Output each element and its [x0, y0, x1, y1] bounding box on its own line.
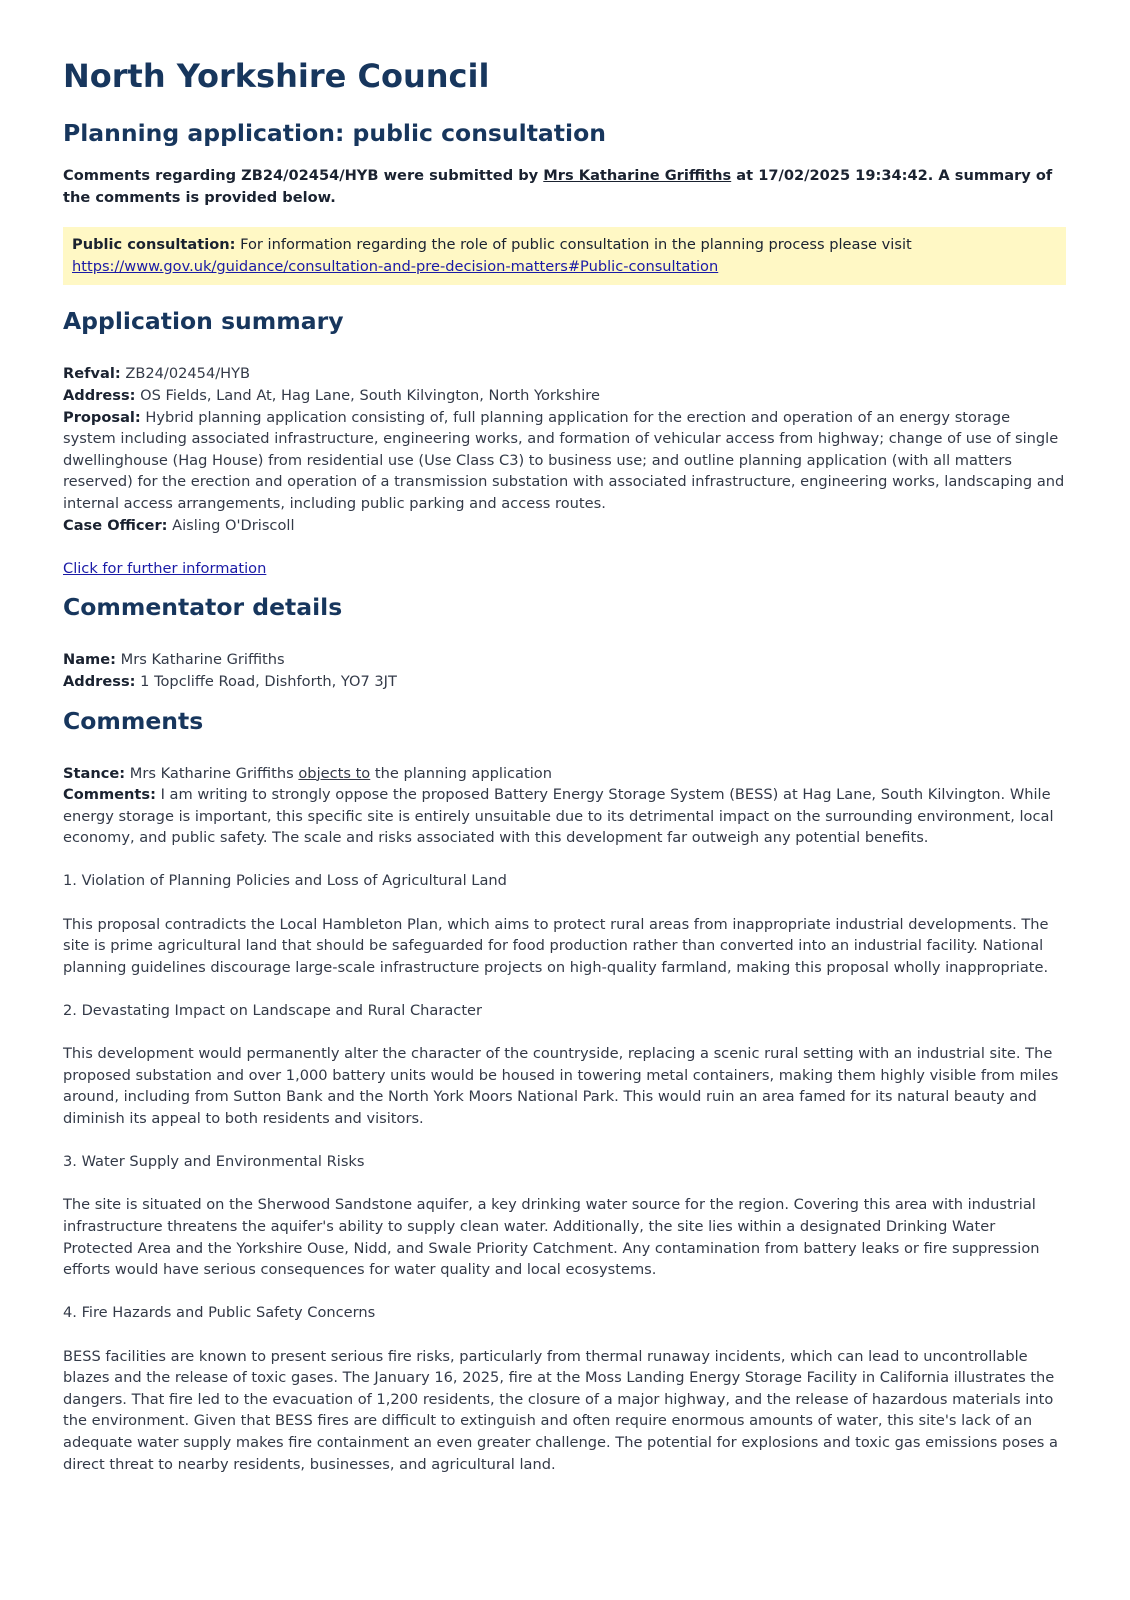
- commentator-address-label: Address:: [63, 672, 136, 690]
- commentator-details-heading: Commentator details: [63, 593, 343, 622]
- refval-label: Refval:: [63, 365, 121, 383]
- address-label: Address:: [63, 386, 136, 404]
- consultation-guidance-link[interactable]: https://www.gov.uk/guidance/consultation-and-pre-decision-matters#Public-consultation: [72, 257, 719, 275]
- point-4-text: BESS facilities are known to present serious fire risks, particularly from thermal runaway incidents, which can lead to uncontrollable blazes and the release of toxic gases. The January 16, 2025, fire at the Moss Landing Energy Storage Facility in California illustrates the dangers. That fire led to the evacuation of 1,200 residents, the closure of a major highway, and the release of hazardous materials into the environment. Given that BESS fires are difficult to extinguish and often require enormous amounts of water, this site's lack of an adequate water supply makes fire containment an even greater challenge. The potential for explosions and toxic gas emissions poses a direct threat to nearby residents, businesses, and agricultural land.: [63, 1347, 1058, 1473]
- refval-row: [63, 363, 1066, 385]
- point-4-title: 4. Fire Hazards and Public Safety Concerns: [63, 1304, 376, 1322]
- point-2-title: 2. Devastating Impact on Landscape and Rural Character: [63, 1002, 483, 1020]
- point-2-text: This development would permanently alter the character of the countryside, replacing a scenic rural setting with an industrial site. The proposed substation and over 1,000 battery units would be housed in towering metal containers, making them highly visible from miles around, including from Sutton Bank and the North York Moors National Park. This would ruin an area famed for its natural beauty and diminish its appeal to both residents and visitors.: [63, 1045, 1059, 1127]
- address-row: [63, 385, 1066, 407]
- page-subtitle: Planning application: public consultation: [63, 119, 606, 147]
- stance-suffix: the planning application: [370, 764, 552, 782]
- case-officer-label: Case Officer:: [63, 516, 168, 534]
- stance-prefix: Mrs Katharine Griffiths: [125, 764, 299, 782]
- address-value: OS Fields, Land At, Hag Lane, South Kilvington, North Yorkshire: [135, 386, 600, 404]
- application-summary: [63, 363, 1066, 579]
- point-1-title: 1. Violation of Planning Policies and Loss of Agricultural Land: [63, 872, 507, 890]
- public-consultation-notice: [63, 227, 1066, 285]
- commentator-name-value: Mrs Katharine Griffiths: [116, 651, 285, 669]
- case-officer-row: [63, 515, 1066, 537]
- comments-heading: Comments: [63, 706, 204, 735]
- point-3-text: The site is situated on the Sherwood Sandstone aquifer, a key drinking water source for the region. Covering this area with industrial infrastructure threatens the aquifer's ability to supply clean water. Additionally, the site lies within a designated Drinking Water Protected Area and the Yorkshire Ouse, Nidd, and Swale Priority Catchment. Any contamination from battery leaks or fire suppression efforts would have serious consequences for water quality and local ecosystems.: [63, 1196, 1040, 1279]
- commentator-name-label: Name:: [63, 651, 117, 669]
- submission-intro: [63, 165, 1066, 208]
- commentator-name-link[interactable]: Mrs Katharine Griffiths: [543, 167, 732, 184]
- stance-label: Stance:: [63, 764, 126, 782]
- comments-opening: [63, 784, 1066, 849]
- proposal-row: [63, 407, 1066, 515]
- notice-label: Public consultation:: [72, 236, 236, 254]
- commentator-address-value: 1 Topcliffe Road, Dishforth, YO7 3JT: [135, 672, 397, 690]
- point-1-text: This proposal contradicts the Local Hambleton Plan, which aims to protect rural areas from inappropriate industrial developments. The site is prime agricultural land that should be safeguarded for food production rather than converted into an industrial facility. National planning guidelines discourage large-scale infrastructure projects on high-quality farmland, making this proposal wholly inappropriate.: [63, 915, 1049, 976]
- proposal-label: Proposal:: [63, 408, 141, 426]
- intro-prefix: Comments regarding ZB24/02454/HYB were submitted by: [63, 167, 544, 184]
- council-title: North Yorkshire Council: [63, 57, 490, 95]
- case-officer-value: Aisling O'Driscoll: [167, 516, 295, 534]
- stance-value: objects to: [298, 764, 371, 782]
- commentator-address-row: [63, 671, 1066, 693]
- proposal-value: Hybrid planning application consisting of, full planning application for the erection and operation of an energy storage system including associated infrastructure, engineering works, and formation of vehicular access from highway; change of use of single dwellinghouse (Hag House) from residential use (Use Class C3) to business use; and outline planning application (with all matters reserved) for the erection and operation of a transmission substation with associated infrastructure, engineering works, landscaping and internal access arrangements, including public parking and access routes.: [63, 408, 1065, 512]
- further-information-link[interactable]: Click for further information: [63, 559, 267, 577]
- comments-opening-text: I am writing to strongly oppose the proposed Battery Energy Storage System (BESS) at Hag Lane, South Kilvington. While energy storage is important, this specific site is entirely unsuitable due to its detrimental impact on the surrounding environment, local economy, and public safety. The scale and risks associated with this development far outweigh any potential benefits.: [63, 786, 1054, 847]
- application-summary-heading: Application summary: [63, 307, 344, 336]
- stance-row: [63, 763, 1066, 785]
- intro-suffix: at 17/02/2025 19:34:42. A summary of the comments is provided below.: [63, 167, 1053, 206]
- refval-value: ZB24/02454/HYB: [120, 365, 251, 383]
- commentator-name-row: [63, 649, 1066, 671]
- notice-text: For information regarding the role of public consultation in the planning process please visit: [235, 236, 912, 254]
- point-3-title: 3. Water Supply and Environmental Risks: [63, 1153, 365, 1171]
- commentator-details: [63, 649, 1066, 692]
- comments-body: [63, 763, 1066, 1476]
- comments-label: Comments:: [63, 786, 156, 804]
